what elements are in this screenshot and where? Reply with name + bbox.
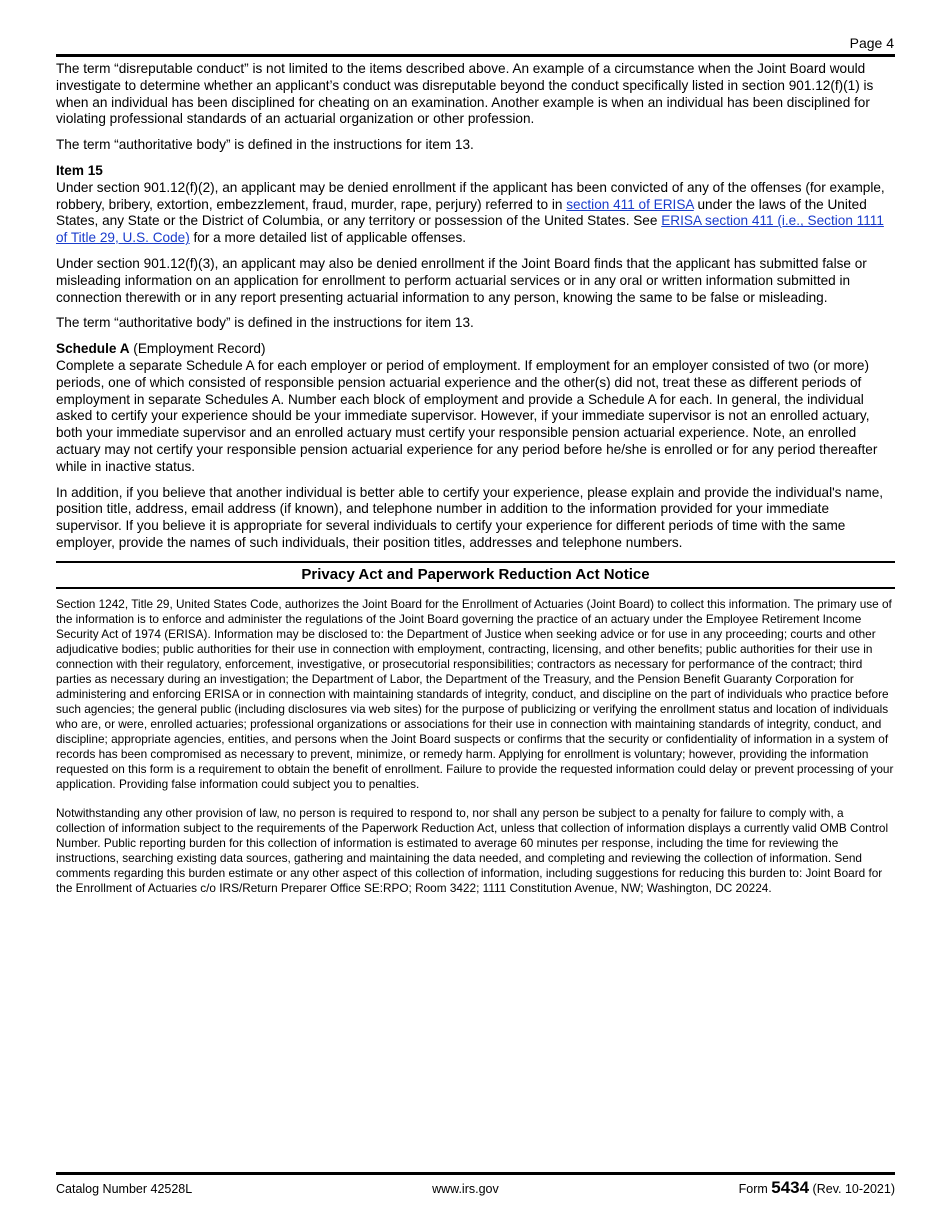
document-body [56, 61, 895, 910]
footer-rule [56, 1172, 895, 1175]
paragraph-authoritative-body: The term “authoritative body” is defined in the instructions for item 13. [56, 137, 474, 153]
privacy-paragraph-1: Section 1242, Title 29, United States Code, authorizes the Joint Board for the Enrollment of Actuaries (Joint Board) to collect this information. The primary use of the information is to enforce and administer the regulations of the Joint Board governing the practice of an actuary under the Employee Retirement Income Security Act of 1974 (ERISA). Information may be disclosed to: the Department of Justice when seeking advice or for use in any proceeding; courts and other adjudicative bodies; public authorities for their use in connection with employment, contracting, licensing, and other benefits; public authorities for their use in connection with their regulatory, enforcement, investigative, or prosecutorial responsibilities; contractors as necessary for performance of the contract; third parties as necessary during an investigation; the Department of Labor, the Department of the Treasury, and the Pension Benefit Guaranty Corporation for administering and enforcing ERISA or in connection with maintaining standards of integrity, conduct, and discipline on the part of individuals who practice before such agencies; the general public (including disclosures via web sites) for the purpose of publicizing or verifying the enrollment status and location of individuals who are, or were, enrolled actuaries; professional organizations or associations for their use in connection with maintaining standards of integrity, conduct, and discipline; appropriate agencies, entities, and persons when the Joint Board suspects or confirms that the security or confidentiality of information in a system of records has been compromised as necessary to prevent, minimize, or remedy harm. Applying for enrollment is voluntary; however, providing the information requested on this form is a requirement to obtain the benefit of enrollment. Failure to provide the requested information could delay or prevent processing of your application. Providing false information could subject you to penalties. [56, 596, 894, 791]
privacy-paragraph-2: Notwithstanding any other provision of law, no person is required to respond to, nor shall any person be subject to a penalty for failure to comply with, a collection of information subject to the requirements of the Paperwork Reduction Act, unless that collection of information displays a currently valid OMB Control Number. Public reporting burden for this collection of information is estimated to average 60 minutes per response, including the time for reviewing the instructions, searching existing data sources, gathering and maintaining the data needed, and completing and reviewing the collection of information. Send comments regarding this burden estimate or any other aspect of this collection of information, including suggestions for reducing this burden to: Joint Board for the Enrollment of Actuaries c/o IRS/Return Preparer Office SE:RPO; Room 3422; 1111 Constitution Avenue, NW; Washington, DC 20224. [56, 805, 889, 895]
schedule-a-section [56, 341, 895, 475]
form-number: 5434 [771, 1178, 810, 1197]
catalog-number: Catalog Number 42528L [56, 1182, 193, 1196]
erisa-section-411-title29-link[interactable]: ERISA section 411 (i.e., Section 1111 of Title 29, U.S. Code) [56, 213, 884, 246]
item-15-paragraph-2: Under section 901.12(f)(3), an applicant may also be denied enrollment if the Joint Board finds that the applicant has submitted false or misleading information on an application for enrollment to perform actuarial services or in any oral or written information submitted in connection therewith or in any report presenting actuarial information to any person, knowing the same to be false or misleading. [56, 255, 867, 305]
item-15-text-a: Under section 901.12(f)(2), an applicant may be denied enrollment if the applicant has been convicted of any of the offenses (for example, robbery, bribery, extortion, embezzlement, fraud, murder, rape, perjury) referred to in [56, 179, 885, 212]
item-15-section [56, 163, 895, 247]
website-link[interactable]: www.irs.gov [432, 1182, 499, 1196]
paragraph-disreputable-conduct: The term “disreputable conduct” is not limited to the items described above. An example of a circumstance when the Joint Board would investigate to determine whether an applicant’s conduct was disreputable beyond the conduct specifically listed in section 901.12(f)(1) is when an individual has been disciplined for cheating on an examination. Another example is when an individual has been disciplined for violating professional standards of an actuarial organization or other profession. [56, 61, 874, 127]
erisa-section-411-link[interactable]: section 411 of ERISA [566, 196, 694, 212]
top-rule [56, 54, 895, 57]
page-number: Page 4 [849, 35, 894, 51]
item-15-heading: Item 15 [56, 162, 103, 178]
form-revision: (Rev. 10-2021) [809, 1182, 895, 1196]
schedule-a-paragraph-2: In addition, if you believe that another individual is better able to certify your experience, please explain and provide the individual's name, position title, address, email address (if known), and telephone number in addition to the information provided for your immediate supervisor. If you believe it is appropriate for several individuals to certify your experience for different periods of time with the same employer, provide the names of such individuals, their position titles, addresses and telephone numbers. [56, 484, 884, 550]
schedule-a-heading-line [56, 341, 266, 356]
footer [56, 1178, 895, 1198]
privacy-notice-title: Privacy Act and Paperwork Reduction Act Notice [56, 561, 895, 589]
form-identifier [739, 1178, 895, 1198]
item-15-text-c: for a more detailed list of applicable offenses. [189, 230, 467, 246]
schedule-a-heading-suffix: (Employment Record) [129, 341, 266, 357]
schedule-a-paragraph-1: Complete a separate Schedule A for each employer or period of employment. If employment for an employer consisted of two (or more) periods, one of which consisted of responsible pension actuarial experience and the other(s) did not, treat these as different periods of employment in separate Schedules A. Number each block of employment and provide a Schedule A for each. In general, the individual asked to certify your experience should be your immediate supervisor. However, if your immediate supervisor is not an enrolled actuary, both your immediate supervisor and an enrolled actuary must certify your responsible pension actuarial experience. Note, an enrolled actuary may not certify your responsible pension actuarial experience for any period before he/she is enrolled or for any period thereafter while in inactive status. [56, 357, 878, 474]
schedule-a-heading: Schedule A [56, 341, 130, 357]
form-prefix: Form [738, 1182, 772, 1196]
item-15-paragraph-3: The term “authoritative body” is defined in the instructions for item 13. [56, 315, 474, 331]
item-15-text-b: under the laws of the United States, any State or the District of Columbia, or any territory or possession of the United States. See [56, 196, 867, 229]
